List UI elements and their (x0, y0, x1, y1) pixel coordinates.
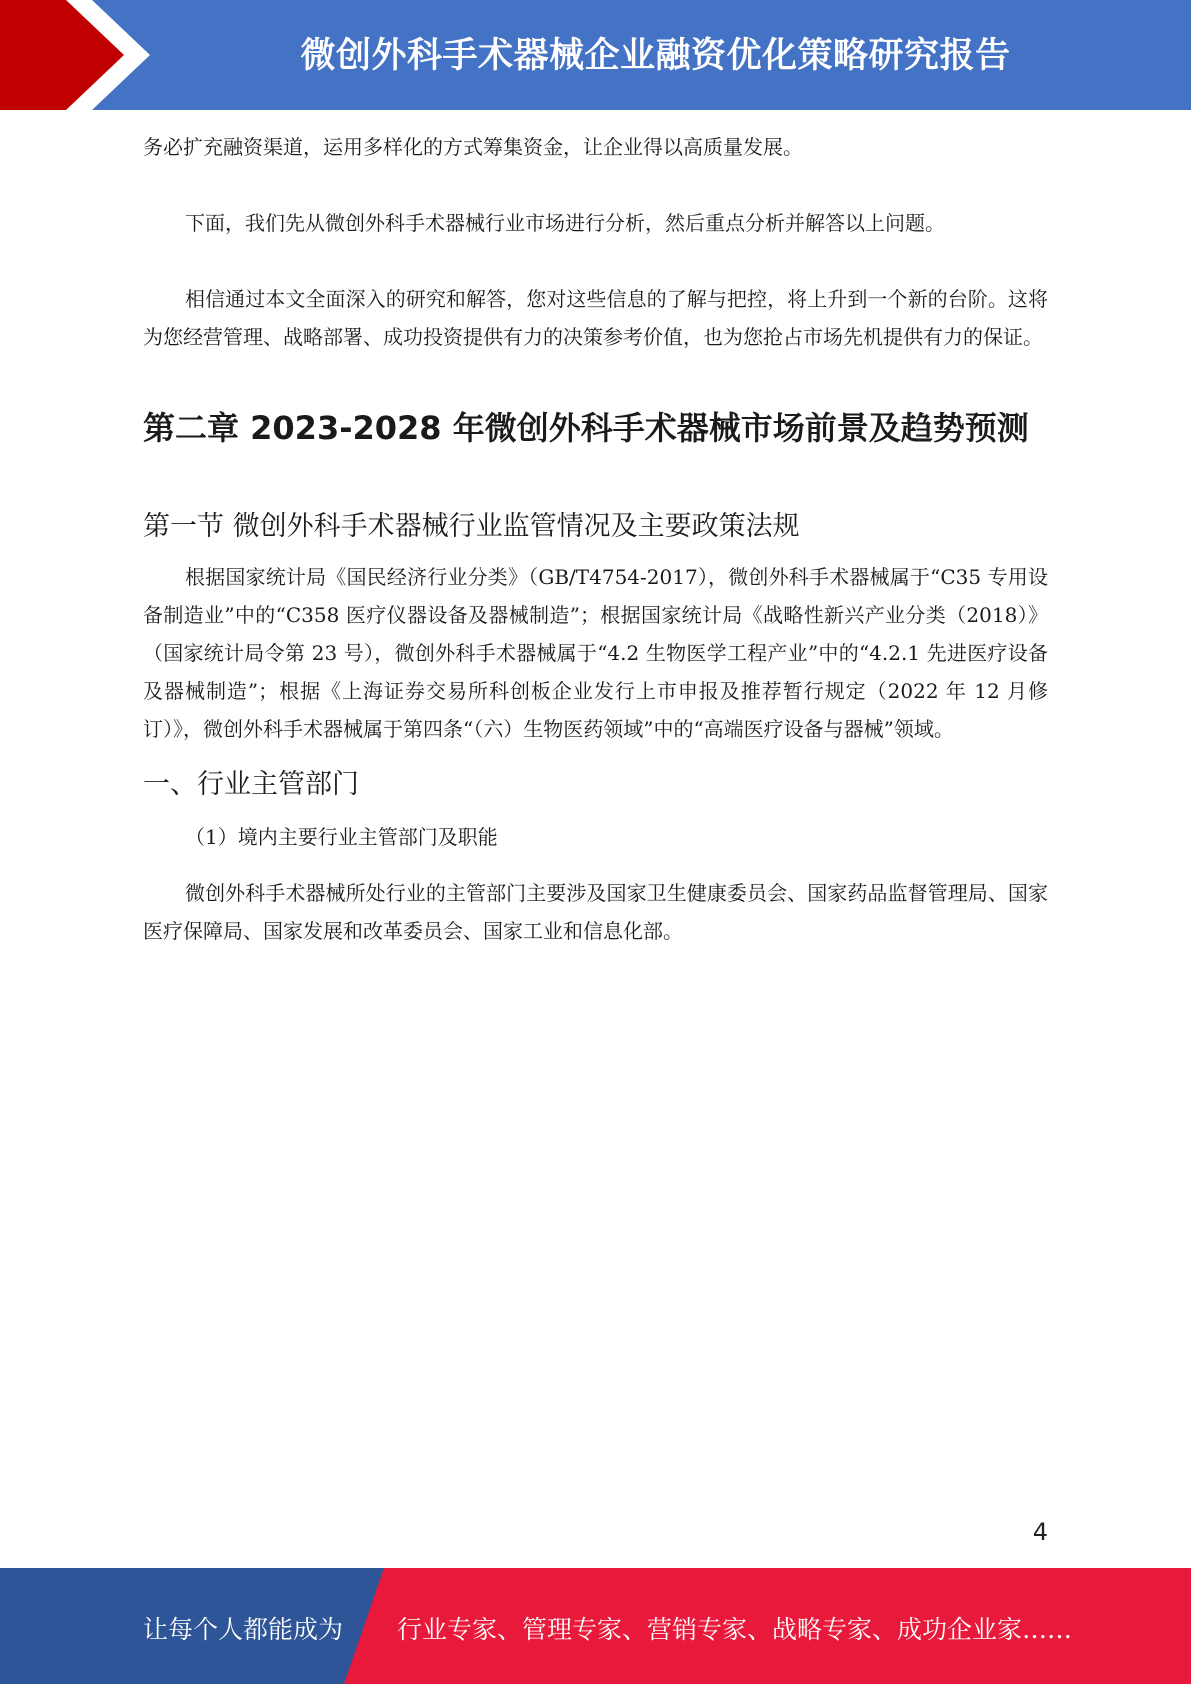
section-heading: 第一节 微创外科手术器械行业监管情况及主要政策法规 (143, 511, 800, 542)
chapter-heading: 第二章 2023-2028 年微创外科手术器械市场前景及趋势预测 (143, 409, 1029, 447)
paragraph-3: 相信通过本文全面深入的研究和解答，您对这些信息的了解与把控，将上升到一个新的台阶。这将为您经营管理、战略部署、成功投资提供有力的决策参考价值，也为您抢占市场先机提供有力的保证。 (143, 287, 1048, 349)
page-header (0, 0, 1191, 110)
paragraph-4: 根据国家统计局《国民经济行业分类》（GB/T4754-2017），微创外科手术器械属于“C35 专用设备制造业”中的“C358 医疗仪器设备及器械制造”；根据国家统计局《战略性新兴产业分类（2018）》（国家统计局令第 23 号），微创外科手术器械属于“4.2 生物医学工程产业”中的“4.2.1 先进医疗设备及器械制造”；根据《上海证券交易所科创板企业发行上市申报及推荐暂行规定（2022 年 12 月修订）》，微创外科手术器械属于第四条“（六）生物医药领域”中的“高端医疗设备与器械”领域。 (143, 565, 1048, 741)
document-body (143, 128, 1048, 950)
page-footer (0, 1568, 1191, 1684)
report-title: 微创外科手术器械企业融资优化策略研究报告 (300, 36, 1011, 76)
footer-slogan-left: 让每个人都能成为 (143, 1615, 344, 1644)
paragraph-2: 下面，我们先从微创外科手术器械行业市场进行分析，然后重点分析并解答以上问题。 (185, 211, 945, 235)
paragraph-5: 微创外科手术器械所处行业的主管部门主要涉及国家卫生健康委员会、国家药品监督管理局、国家医疗保障局、国家发展和改革委员会、国家工业和信息化部。 (143, 881, 1048, 943)
item-label: （1）境内主要行业主管部门及职能 (185, 825, 498, 849)
page-number: 4 (1032, 1518, 1048, 1546)
footer-slogan-right: 行业专家、管理专家、营销专家、战略专家、成功企业家…… (397, 1615, 1073, 1644)
paragraph-1: 务必扩充融资渠道，运用多样化的方式筹集资金，让企业得以高质量发展。 (143, 135, 803, 159)
subsection-heading: 一、行业主管部门 (143, 769, 359, 800)
